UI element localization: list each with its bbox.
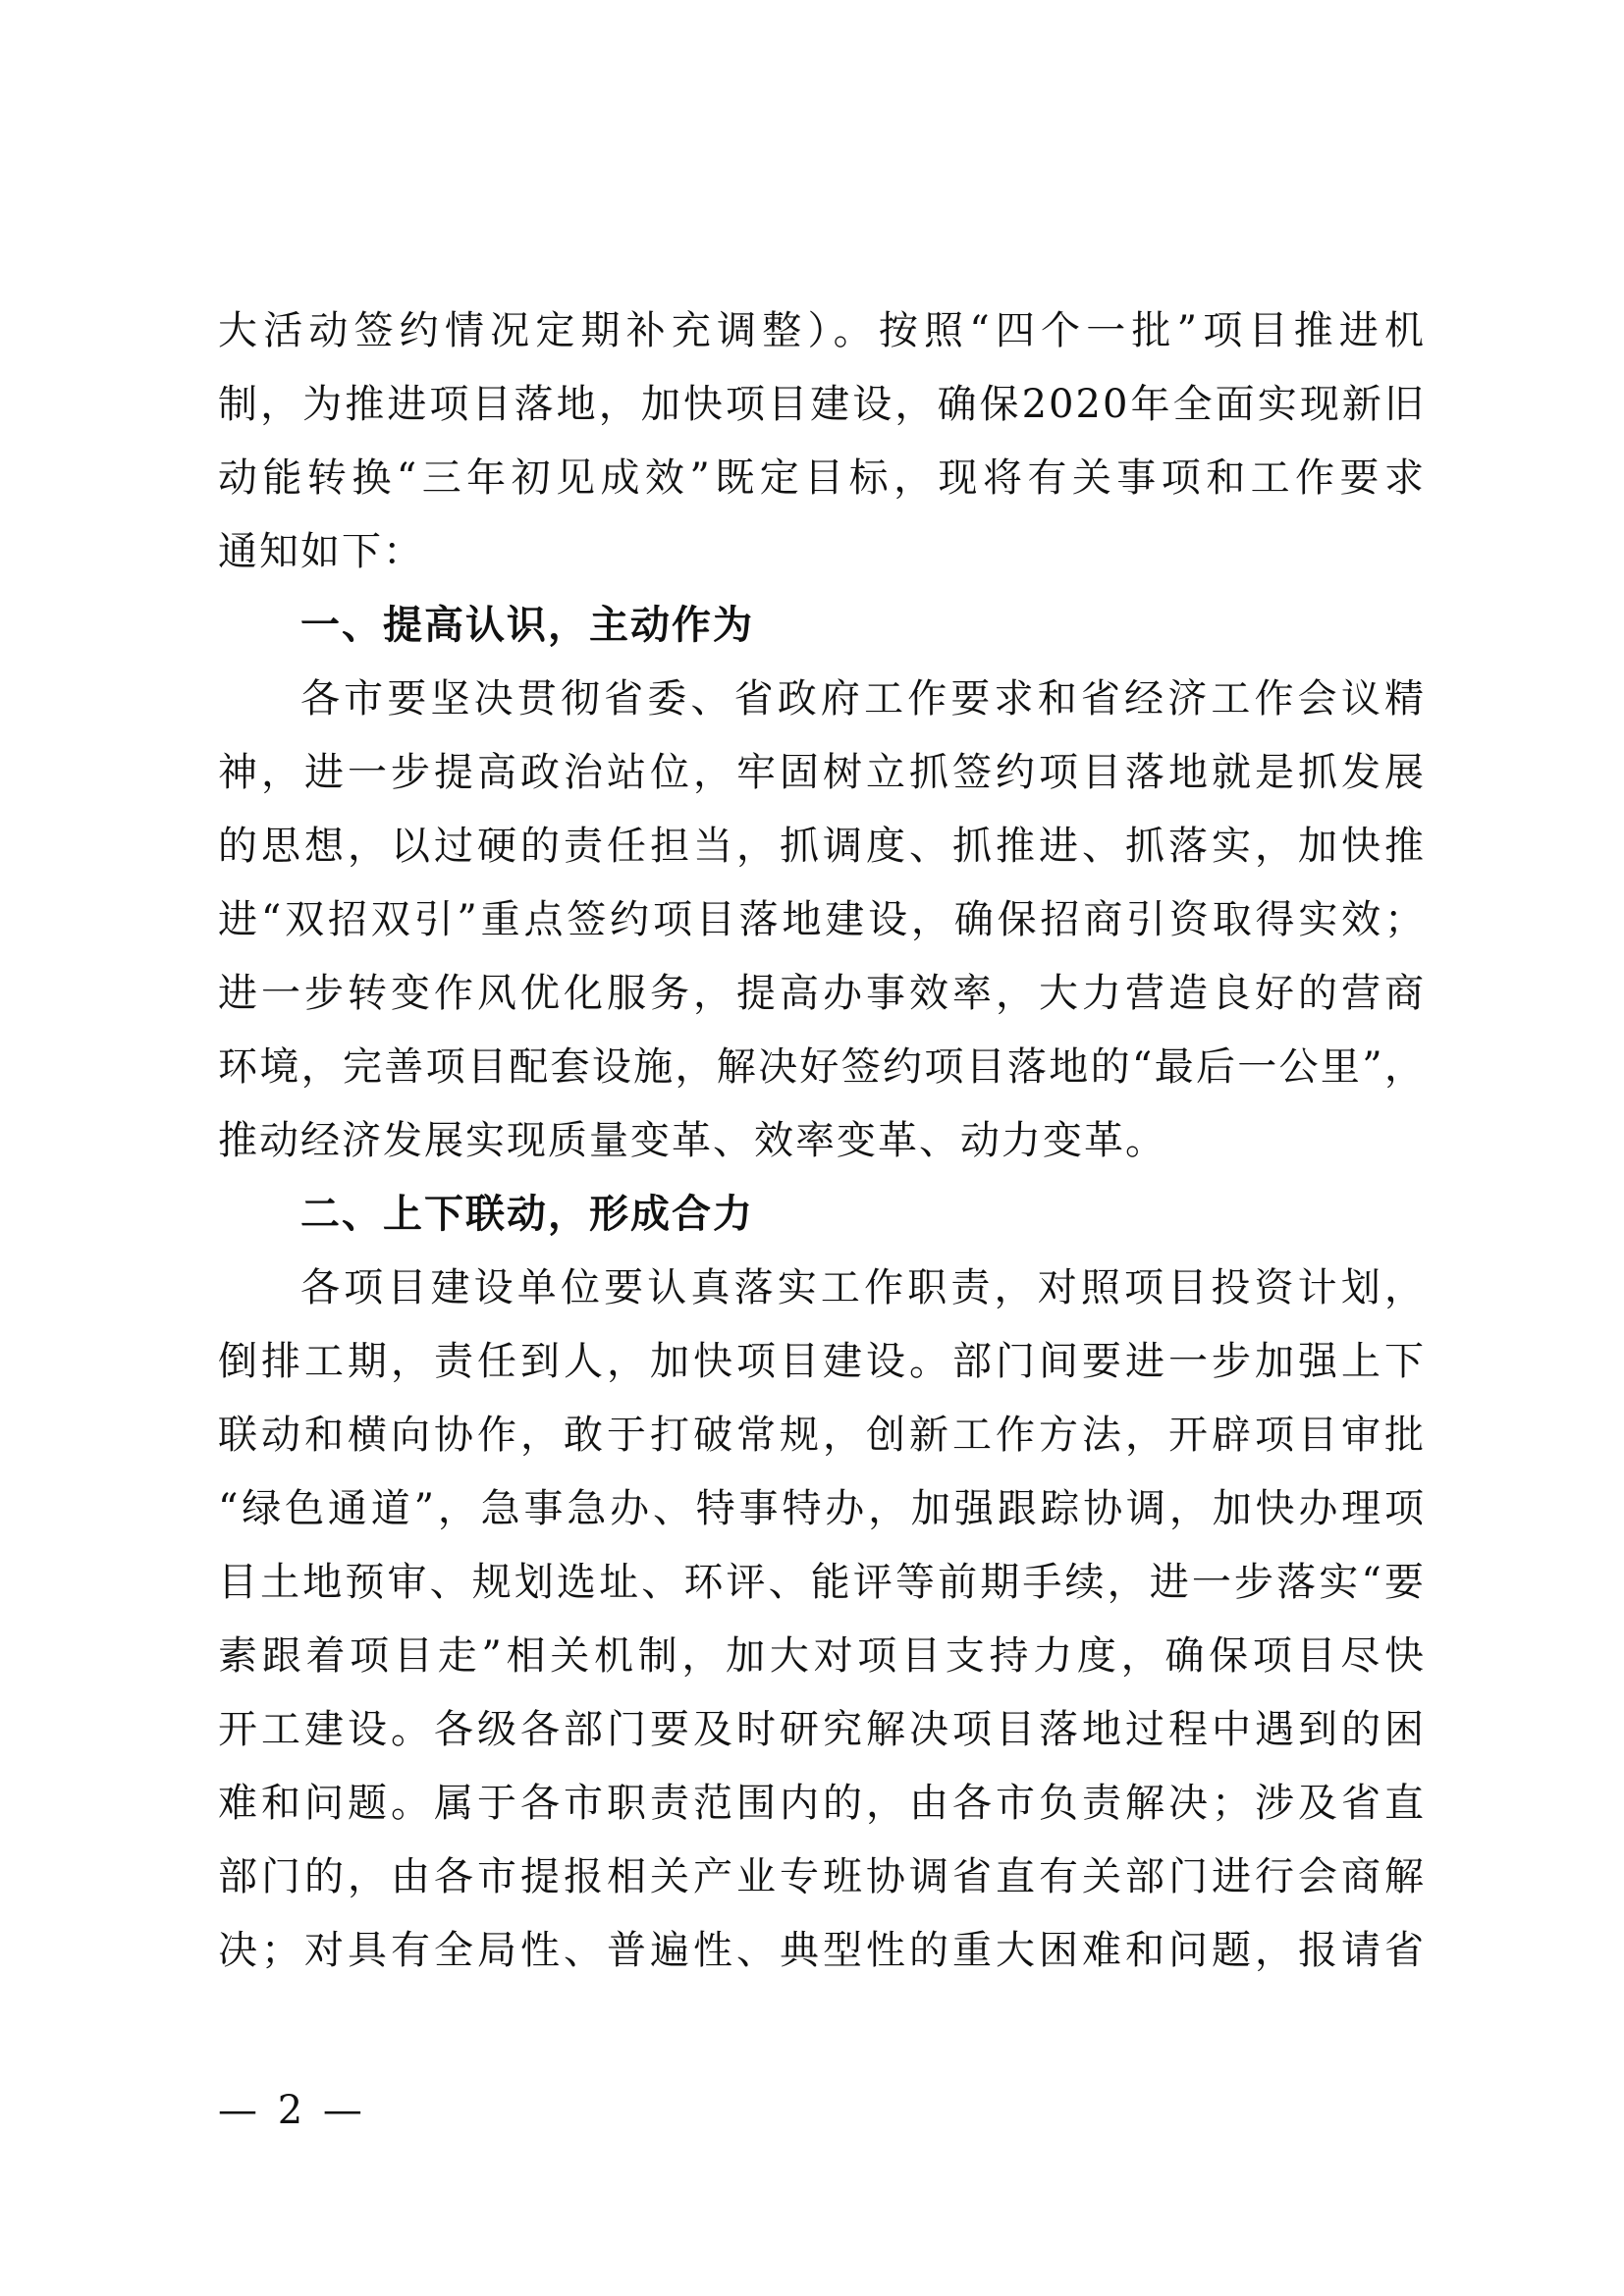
paragraph: [218, 294, 1426, 589]
paragraph-line: 制，为推进项目落地，加快项目建设，确保2020年全面实现新旧: [218, 382, 1426, 427]
paragraph-line: 大活动签约情况定期补充调整）。按照“四个一批”项目推进机: [218, 308, 1426, 353]
paragraph-line: 目土地预审、规划选址、环评、能评等前期手续，进一步落实“要: [218, 1560, 1426, 1605]
paragraph-line: 进“双招双引”重点签约项目落地建设，确保招商引资取得实效；: [218, 897, 1426, 942]
paragraph-line: 的思想，以过硬的责任担当，抓调度、抓推进、抓落实，加快推: [218, 824, 1426, 869]
paragraph-line: 推动经济发展实现质量变革、效率变革、动力变革。: [218, 1118, 1166, 1163]
section-heading: 二、上下联动，形成合力: [300, 1192, 754, 1237]
paragraph-line: 环境，完善项目配套设施，解决好签约项目落地的“最后一公里”，: [218, 1044, 1426, 1090]
paragraph-line: 通知如下：: [218, 529, 424, 574]
paragraph-line: 各市要坚决贯彻省委、省政府工作要求和省经济工作会议精: [300, 676, 1426, 721]
paragraph-line: 决；对具有全局性、普遍性、典型性的重大困难和问题，报请省: [218, 1928, 1426, 1973]
paragraph: [218, 663, 1426, 1178]
paragraph: [218, 1252, 1426, 1988]
paragraph-line: 神，进一步提高政治站位，牢固树立抓签约项目落地就是抓发展: [218, 750, 1426, 795]
paragraph-line: 部门的，由各市提报相关产业专班协调省直有关部门进行会商解: [218, 1854, 1426, 1899]
paragraph-line: 进一步转变作风优化服务，提高办事效率，大力营造良好的营商: [218, 971, 1426, 1016]
paragraph-line: 联动和横向协作，敢于打破常规，创新工作方法，开辟项目审批: [218, 1413, 1426, 1458]
paragraph-line: 开工建设。各级各部门要及时研究解决项目落地过程中遇到的困: [218, 1707, 1426, 1752]
paragraph-line: “绿色通道”，急事急办、特事特办，加强跟踪协调，加快办理项: [218, 1486, 1426, 1531]
paragraph-line: 倒排工期，责任到人，加快项目建设。部门间要进一步加强上下: [218, 1339, 1426, 1384]
paragraph-line: 难和问题。属于各市职责范围内的，由各市负责解决；涉及省直: [218, 1781, 1426, 1826]
page-number: — 2 —: [218, 2088, 366, 2133]
section-heading: 一、提高认识，主动作为: [300, 603, 754, 648]
document-body: [218, 294, 1426, 1988]
paragraph-line: 动能转换“三年初见成效”既定目标，现将有关事项和工作要求: [218, 455, 1426, 501]
paragraph-line: 各项目建设单位要认真落实工作职责，对照项目投资计划，: [300, 1265, 1426, 1310]
paragraph-line: 素跟着项目走”相关机制，加大对项目支持力度，确保项目尽快: [218, 1633, 1426, 1679]
